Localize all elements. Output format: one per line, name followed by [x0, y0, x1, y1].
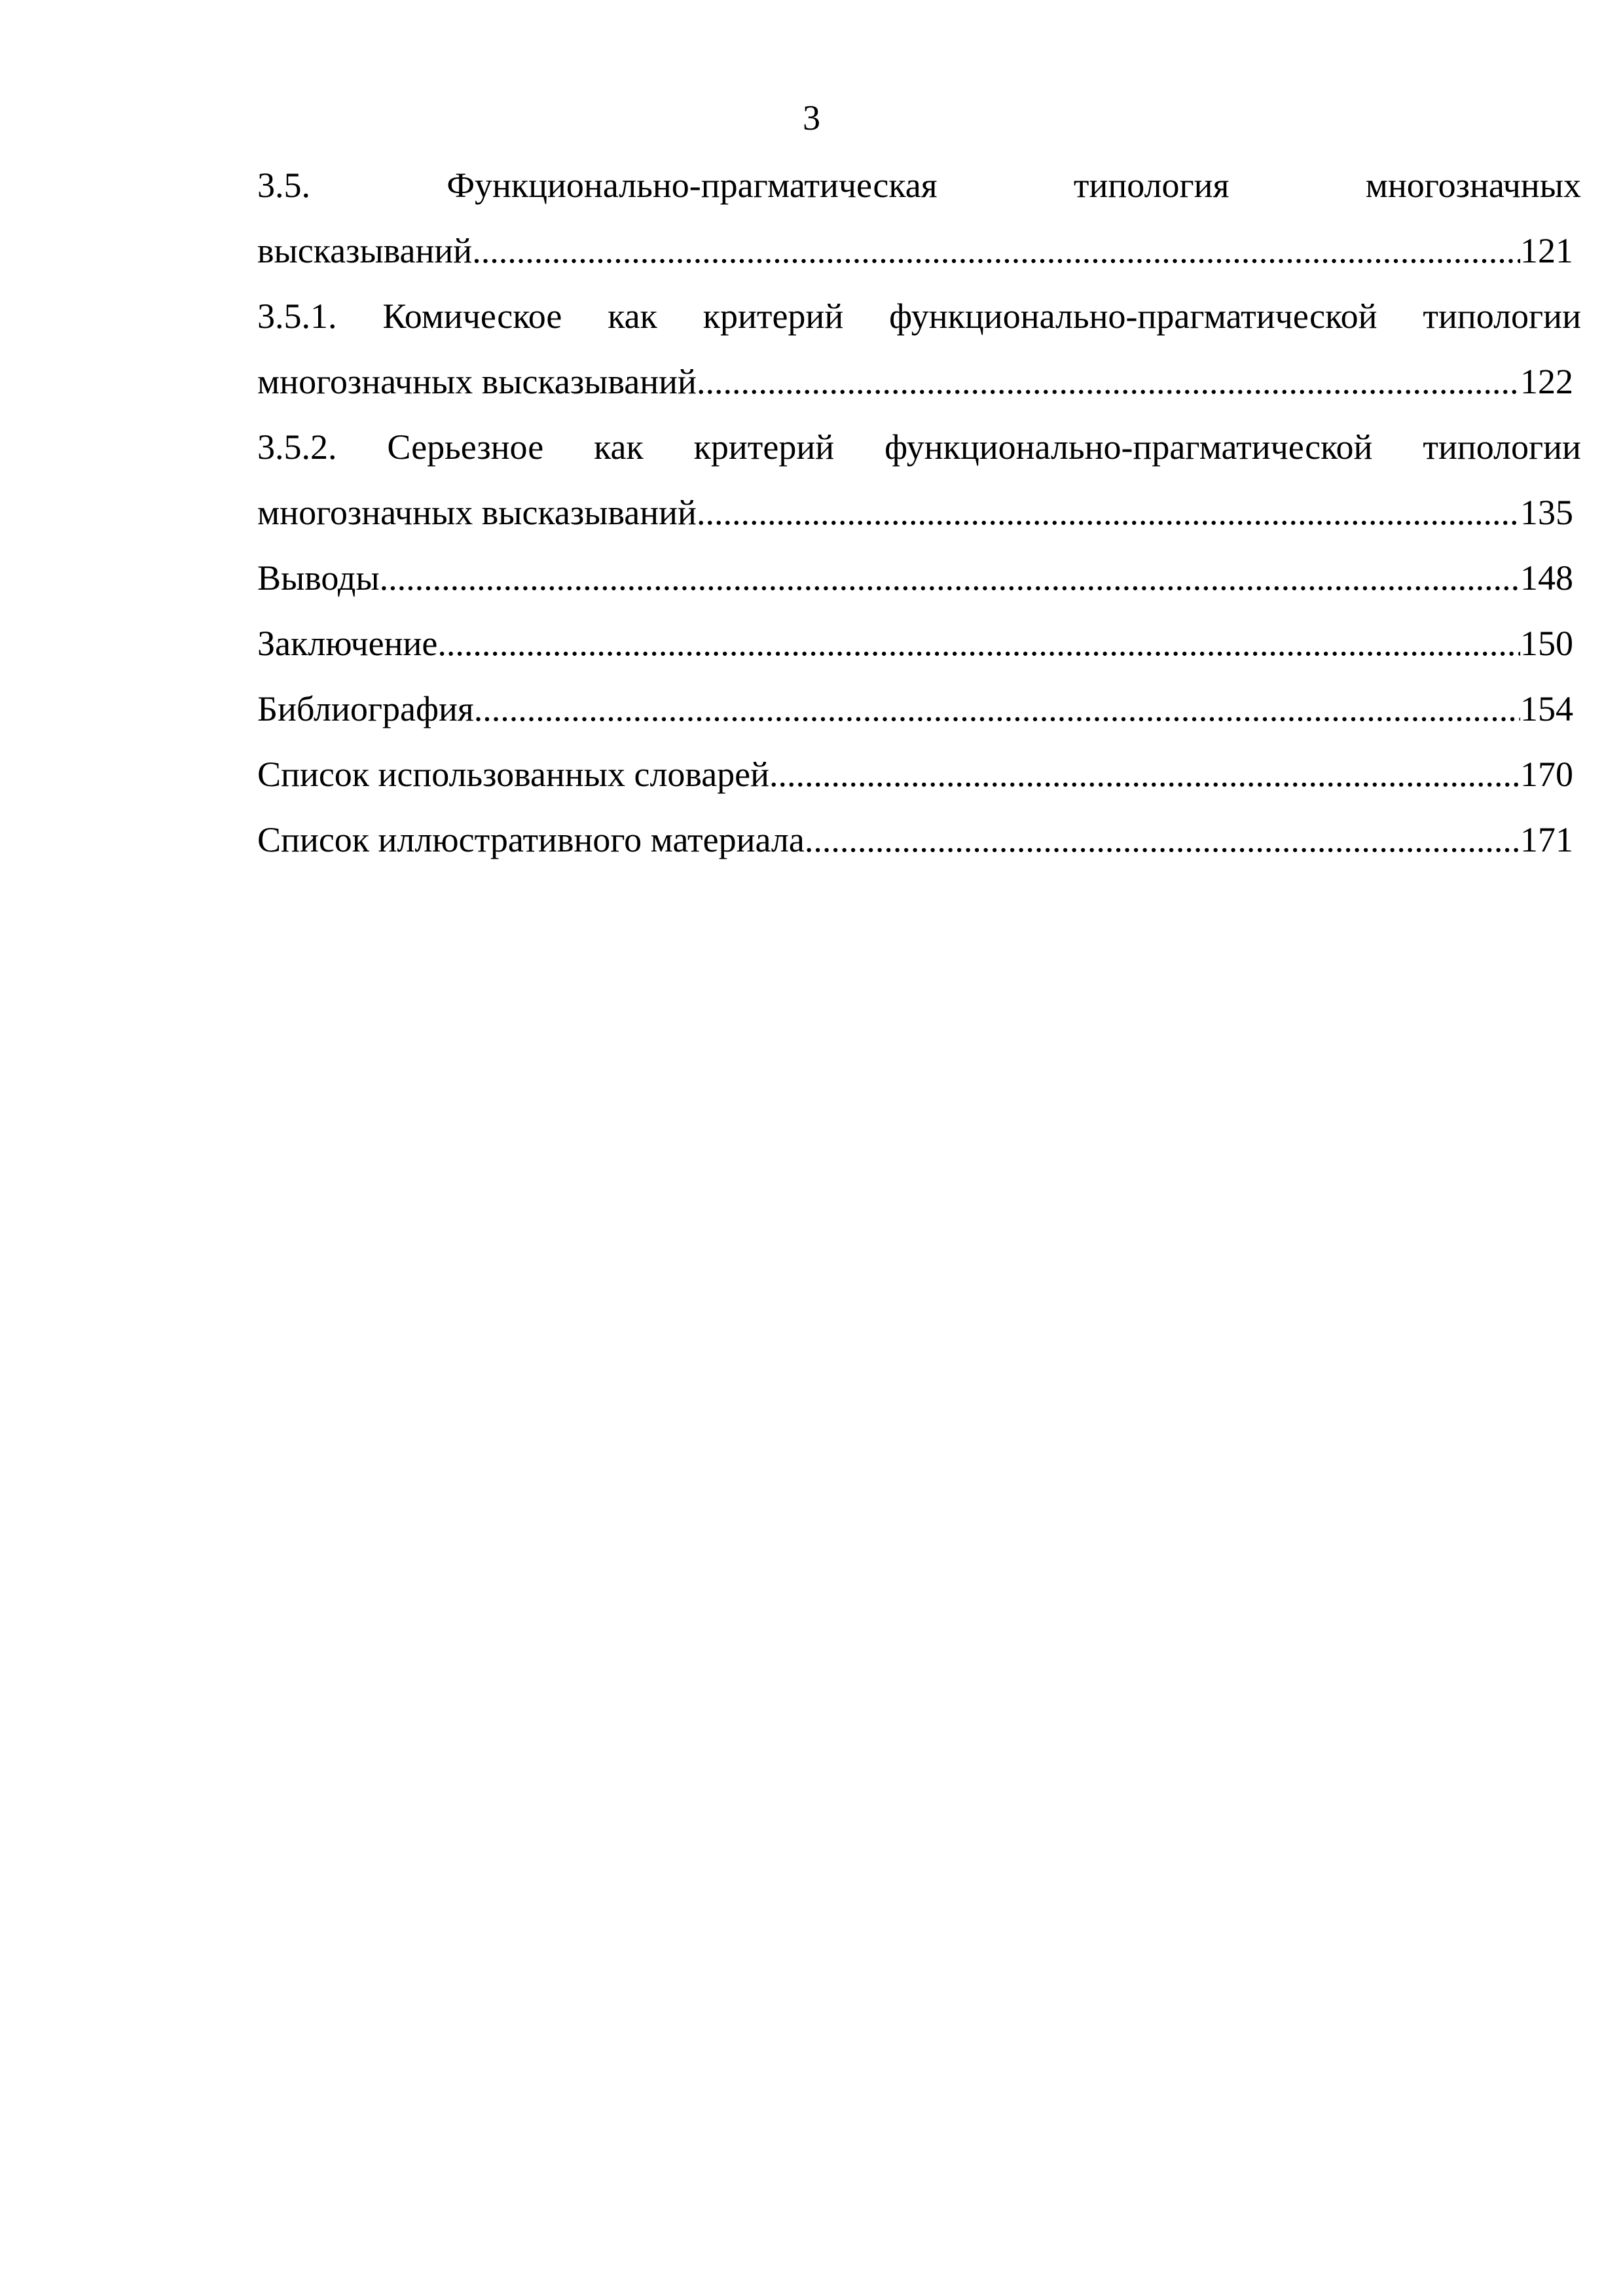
toc-entry-leader-line	[257, 807, 1581, 872]
toc-entry-title: многозначных высказываний	[257, 362, 697, 401]
toc-entry-title: Выводы	[257, 558, 380, 598]
toc-entry-leader-line	[257, 611, 1581, 676]
toc-entry-page: 121	[1520, 231, 1573, 270]
page-number: 3	[803, 98, 820, 137]
toc-entry-heading-line	[257, 414, 1581, 480]
toc-entry-word: 3.5.2.	[257, 427, 337, 467]
toc-entry-word: многозначных	[1365, 166, 1581, 205]
dot-leader	[474, 676, 1520, 742]
toc-entry-word: критерий	[702, 296, 844, 336]
toc-entry-3-5[interactable]	[257, 152, 1581, 283]
dot-leader	[380, 545, 1520, 611]
toc-entry-title: Список использованных словарей	[257, 755, 770, 794]
toc-entry-3-5-1[interactable]	[257, 283, 1581, 414]
toc-entry-leader-line	[257, 545, 1581, 611]
toc-entry-page: 135	[1520, 493, 1573, 532]
toc-entry-dictionaries[interactable]	[257, 742, 1581, 807]
toc-entry-page: 150	[1520, 624, 1573, 663]
dot-leader	[769, 742, 1520, 807]
toc-entry-word: типологии	[1423, 427, 1581, 467]
toc-entry-word: Функционально-прагматическая	[447, 166, 938, 205]
dot-leader	[472, 218, 1520, 283]
toc-entry-illustrative-material[interactable]	[257, 807, 1581, 872]
toc-entry-title: высказываний	[257, 231, 473, 270]
dot-leader	[697, 349, 1520, 414]
toc-entry-page: 122	[1520, 362, 1573, 401]
toc-entry-page: 171	[1520, 820, 1573, 859]
toc-entry-leader-line	[257, 742, 1581, 807]
toc-entry-word: как	[594, 427, 644, 467]
toc-entry-final-conclusion[interactable]	[257, 611, 1581, 676]
toc-entry-word: как	[608, 296, 657, 336]
toc-entry-leader-line	[257, 480, 1581, 545]
toc-entry-word: Комическое	[382, 296, 562, 336]
toc-entry-conclusions[interactable]	[257, 545, 1581, 611]
toc-entry-word: функционально-прагматической	[889, 296, 1377, 336]
toc-entry-word: функционально-прагматической	[884, 427, 1373, 467]
dot-leader	[437, 611, 1520, 676]
toc-entry-word: типология	[1073, 166, 1230, 205]
toc-entry-page: 170	[1520, 755, 1573, 794]
toc-entry-leader-line	[257, 218, 1581, 283]
toc-entry-bibliography[interactable]	[257, 676, 1581, 742]
toc-entry-page: 154	[1520, 689, 1573, 728]
toc-entry-word: критерий	[693, 427, 835, 467]
toc-entry-title: многозначных высказываний	[257, 493, 697, 532]
table-of-contents	[257, 152, 1581, 872]
dot-leader	[805, 807, 1520, 872]
toc-entry-word: 3.5.	[257, 166, 310, 205]
toc-entry-page: 148	[1520, 558, 1573, 598]
toc-entry-heading-line	[257, 152, 1581, 218]
toc-entry-word: Серьезное	[387, 427, 544, 467]
toc-entry-heading-line	[257, 283, 1581, 349]
toc-entry-word: 3.5.1.	[257, 296, 337, 336]
toc-entry-title: Список иллюстративного материала	[257, 820, 805, 859]
toc-entry-title: Заключение	[257, 624, 438, 663]
toc-entry-leader-line	[257, 349, 1581, 414]
toc-entry-title: Библиография	[257, 689, 474, 728]
dot-leader	[697, 480, 1520, 545]
toc-entry-word: типологии	[1423, 296, 1581, 336]
toc-entry-3-5-2[interactable]	[257, 414, 1581, 545]
toc-entry-leader-line	[257, 676, 1581, 742]
